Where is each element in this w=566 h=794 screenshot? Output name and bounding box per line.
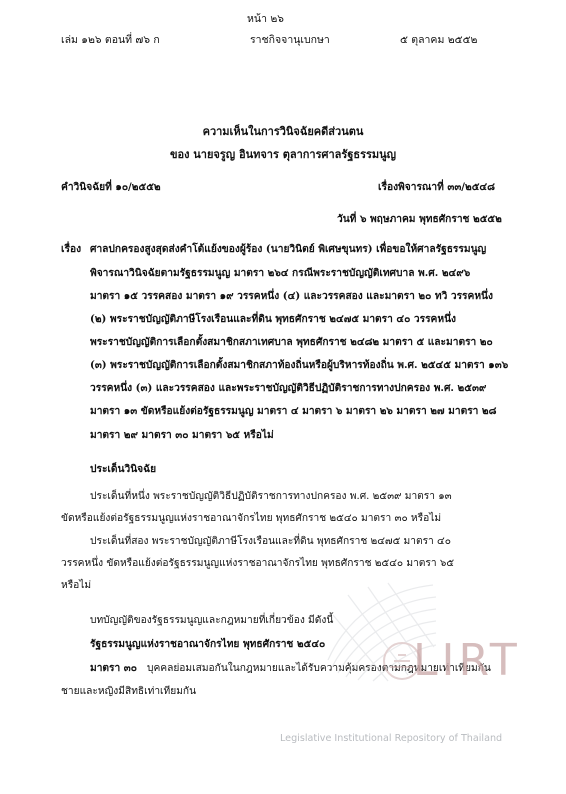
subject-line: พิจารณาวินิจฉัยตามรัฐธรรมนูญ มาตรา ๒๖๔ กรณีพระราชบัญญัติเทศบาล พ.ศ. ๒๔๙๖ <box>90 267 471 279</box>
case-number: เรื่องพิจารณาที่ ๓๓/๒๕๔๘ <box>378 181 496 193</box>
provisions-intro: บทบัญญัติของรัฐธรรมนูญและกฎหมายที่เกี่ยวข้อง มีดังนี้ <box>90 615 334 626</box>
section-continuation: ชายและหญิงมีสิทธิเท่าเทียมกัน <box>61 686 197 697</box>
doc-title-line2: ของ นายจรูญ อินทจาร ตุลาการศาลรัฐธรรมนูญ <box>169 148 397 161</box>
subject-line: มาตรา ๑๕ วรรคสอง มาตรา ๑๙ วรรคหนึ่ง (๔) และวรรคสอง และมาตรา ๒๐ ทวิ วรรคหนึ่ง <box>90 290 493 302</box>
gazette-name: ราชกิจจานุเบกษา <box>250 34 330 46</box>
doc-title-line1: ความเห็นในการวินิจฉัยคดีส่วนตน <box>202 125 364 138</box>
watermark <box>280 575 566 755</box>
watermark-brand: LIRT <box>413 635 521 686</box>
issue-two-line: วรรคหนึ่ง ขัดหรือแย้งต่อรัฐธรรมนูญแห่งราชอาณาจักรไทย พุทธศักราช ๒๕๔๐ มาตรา ๖๕ <box>61 558 455 569</box>
page-number: หน้า ๒๖ <box>247 13 284 25</box>
gazette-date: ๕ ตุลาคม ๒๕๕๒ <box>400 34 478 46</box>
subject-line: วรรคหนึ่ง (๓) และวรรคสอง และพระราชบัญญัติวิธีปฏิบัติราชการทางปกครอง พ.ศ. ๒๕๓๙ <box>90 382 487 394</box>
ruling-number: คำวินิจฉัยที่ ๑๐/๒๕๕๒ <box>61 181 161 193</box>
watermark-caption: Legislative Institutional Repository of Thailand <box>280 733 503 744</box>
issue-two-line: ประเด็นที่สอง พระราชบัญญัติภาษีโรงเรือนและที่ดิน พุทธศักราช ๒๔๗๕ มาตรา ๔๐ <box>90 536 451 547</box>
constitution-title: รัฐธรรมนูญแห่งราชอาณาจักรไทย พุทธศักราช ๒๕๔๐ <box>90 638 326 650</box>
subject-line: ศาลปกครองสูงสุดส่งคำโต้แย้งของผู้ร้อง (นายวินิตย์ พิเศษขุนทร) เพื่อขอให้ศาลรัฐธรรมนูญ <box>90 243 487 255</box>
issue-two-line: หรือไม่ <box>61 580 92 591</box>
issue-one-line: ประเด็นที่หนึ่ง พระราชบัญญัติวิธีปฏิบัติราชการทางปกครอง พ.ศ. ๒๕๓๙ มาตรา ๑๓ <box>90 491 452 502</box>
subject-line: (๓) พระราชบัญญัติการเลือกตั้งสมาชิกสภาท้องถิ่นหรือผู้บริหารท้องถิ่น พ.ศ. ๒๕๔๕ มาตรา ๑๓๖ <box>90 359 509 371</box>
gazette-volume: เล่ม ๑๒๖ ตอนที่ ๗๖ ก <box>61 34 160 46</box>
section-label: มาตรา ๓๐ <box>90 662 137 674</box>
subject-line: (๒) พระราชบัญญัติภาษีโรงเรือนและที่ดิน พุทธศักราช ๒๔๗๕ มาตรา ๔๐ วรรคหนึ่ง <box>90 313 457 325</box>
issue-one-line: ขัดหรือแย้งต่อรัฐธรรมนูญแห่งราชอาณาจักรไทย พุทธศักราช ๒๕๔๐ มาตรา ๓๐ หรือไม่ <box>61 513 442 524</box>
issues-heading: ประเด็นวินิจฉัย <box>90 463 157 475</box>
subject-line: มาตรา ๑๓ ขัดหรือแย้งต่อรัฐธรรมนูญ มาตรา ๔ มาตรา ๖ มาตรา ๒๖ มาตรา ๒๗ มาตรา ๒๘ <box>90 405 497 417</box>
subject-label: เรื่อง <box>61 243 82 255</box>
ruling-date: วันที่ ๖ พฤษภาคม พุทธศักราช ๒๕๕๒ <box>337 213 502 225</box>
subject-line: มาตรา ๒๙ มาตรา ๓๐ มาตรา ๖๕ หรือไม่ <box>90 429 274 441</box>
section-text: บุคคลย่อมเสมอกันในกฎหมายและได้รับความคุ้มครองตามกฎหมายเท่าเทียมกัน <box>147 663 491 674</box>
subject-line: พระราชบัญญัติการเลือกตั้งสมาชิกสภาเทศบาล พุทธศักราช ๒๔๘๒ มาตรา ๕ และมาตรา ๒๐ <box>90 336 493 348</box>
